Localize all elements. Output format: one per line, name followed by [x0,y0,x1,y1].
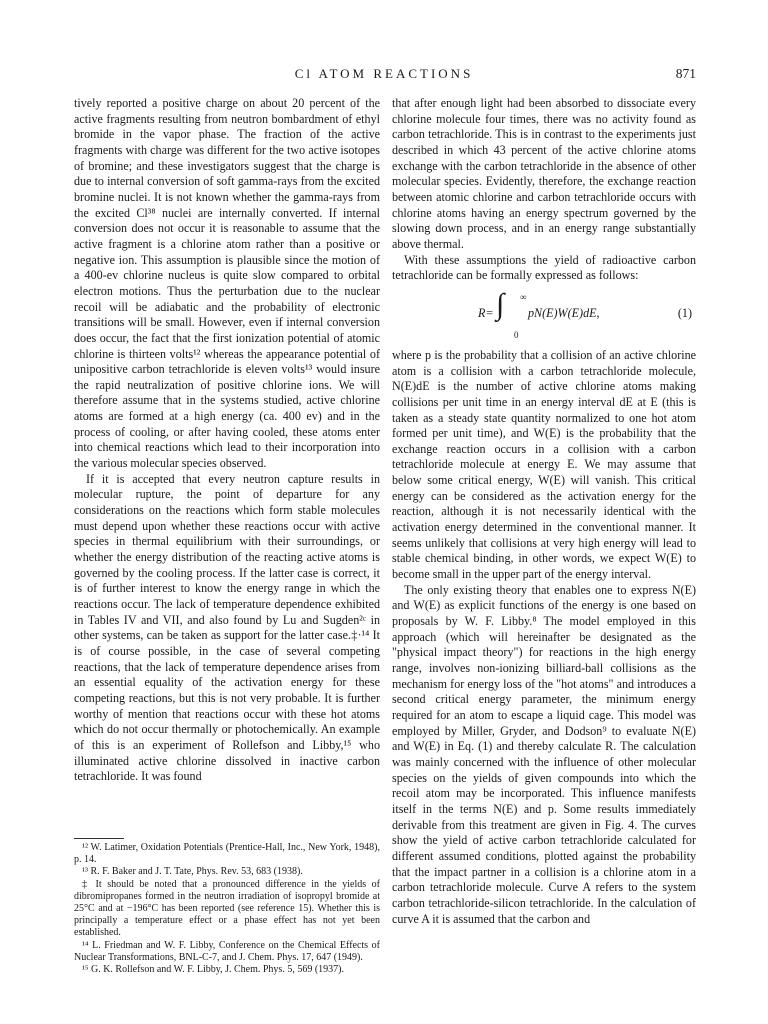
running-title: Cl ATOM REACTIONS [294,66,474,81]
footnote-14: ¹⁴ L. Friedman and W. F. Libby, Conference on the Chemical Effects of Nuclear Transformations, BNL-C-7, and J. Chem. Phys. 17, 647 (1949). [74,939,380,963]
integral-lower-limit: 0 [514,329,519,340]
footnotes [74,842,380,976]
page-header [0,66,768,86]
left-paragraph-1: tively reported a positive charge on about 20 percent of the active fragments resulting from neutron bombardment of ethyl bromide in the vapor phase. The fraction of the active fragments with charge was different for the two active isotopes of bromine; and these investigators suggest that the charge is due to internal conversion of soft gamma-rays from the excited bromine nuclei. It is not known whether the gamma-rays from the excited Cl³⁸ nuclei are internally converted. If internal conversion does not occur it is reasonable to assume that the active fragment is a chlorine atom rather than a positive or negative ion. This assumption is plausible since the motion of a 400-ev chlorine nucleus is quite slow compared to orbital electron motions. Thus the perturbation due to the nuclear recoil will be adiabatic and the probability of electronic transitions will be small. However, even if internal conversion does occur, the fact that the first ionization potential of atomic chlorine is thirteen volts¹² whereas the appearance potential of unipositive carbon tetrachloride is eleven volts¹³ would insure the rapid neutralization of positive chlorine ions. We will therefore assume that in the systems studied, active chlorine atoms are formed at a high energy (ca. 400 ev) and in the process of cooling, or after having cooled, these atoms enter into chemical reactions which lead to their incorporation into the various molecular species observed. [74,96,380,471]
equation-lhs: R= [478,305,494,320]
right-paragraph-4: The only existing theory that enables one to express N(E) and W(E) as explicit functions of the energy is one based on proposals by W. F. Libby.⁸ The model employed in this approach (which will hereinafter be designated as the "physical impact theory") for reactions in the high energy range, involves non-ionizing billiard-ball collisions as the mechanism for energy loss of the "hot atoms" and introduces a second critical energy parameter, the minimum energy required for an atom to escape a liquid cage. This model was employed by Miller, Gryder, and Dodson⁹ to evaluate N(E) and W(E) in Eq. (1) and thereby calculate R. The calculation was mainly concerned with the influence of other molecular species on the yields of given compounds into which the recoil atom may be incorporated. This influence manifests itself in the terms N(E) and p. Some results immediately derivable from this treatment are given in Fig. 4. The curves show the yield of active carbon tetrachloride calculated for different assumed conditions, plotted against the probability that the impact partner in a collision is a chlorine atom in a carbon tetrachloride molecule. Curve A refers to the system carbon tetrachloride-silicon tetrachloride. In the calculation of curve A it is assumed that the carbon and [392,582,696,926]
left-paragraph-2: If it is accepted that every neutron capture results in molecular rupture, the point of departure for any considerations on the reactions which form stable molecules must depend upon whether these reactions occur with active species in thermal equilibrium with their surroundings, or whether the energy distribution of the reacting active atoms is governed by the cooling process. If the latter case is correct, it is of further interest to know the energy range in which the reactions occur. The lack of temperature dependence exhibited in Tables IV and VII, and also found by Lu and Sugden²ᶜ in other systems, can be taken as support for the latter case.‡·¹⁴ It is of course possible, in the case of several competing reactions, that the lack of temperature dependence arises from an essential equality of the activation energy for these competing reactions, but this is not very probable. It is further worthy of mention that reactions occur with these hot atoms which do not occur thermally or photochemically. An example of this is an experiment of Rollefson and Libby,¹⁵ who illuminated active chlorine dissolved in inactive carbon tetrachloride. It was found [74,471,380,784]
footnote-rule [74,838,124,839]
footnote-dagger: ‡ It should be noted that a pronounced difference in the yields of dibromipropanes formed in the neutron irradiation of isopropyl bromide at 25°C and at −196°C has been reported (see reference 15). Whether this is principally a temperature effect or a phase effect has not yet been established. [74,878,380,939]
right-paragraph-3: where p is the probability that a collision of an active chlorine atom is a collision with a carbon tetrachloride molecule, N(E)dE is the number of active chlorine atoms making collisions per unit time in an energy interval dE at E (this is taken as a steady state quantity normalized to one hot atom formed per unit time), and W(E) is the probability that the exchange reaction occurs in a collision with a carbon tetrachloride molecule at energy E. We may assume that below some critical energy, W(E) will vanish. This critical energy can be considered as the activation energy for the reaction, although it is not necessarily identical with the activation energy determined in the conventional manner. It seems unlikely that collisions at very high energy will lead to stable chemical binding, in other words, we expect W(E) to become small in the upper part of the energy interval. [392,347,696,582]
right-paragraph-2: With these assumptions the yield of radioactive carbon tetrachloride can be formally expressed as follows: [392,252,696,283]
right-paragraph-1: that after enough light had been absorbed to dissociate every chlorine molecule four times, there was no activity found as carbon tetrachloride. This is in contrast to the experiments just described in which 43 percent of the active chlorine atoms exchange with the carbon tetrachloride in the absence of other molecular species. Evidently, therefore, the exchange reaction between atomic chlorine and carbon tetrachloride occurs with chlorine atoms having an energy spectrum governed by the slowing down process, and in an energy range substantially above thermal. [392,96,696,251]
footnote-12: ¹² W. Latimer, Oxidation Potentials (Prentice-Hall, Inc., New York, 1948), p. 14. [74,842,380,866]
equation-1 [392,284,696,348]
integral-upper-limit: ∞ [520,291,527,302]
equation-integrand: pN(E)W(E)dE, [528,305,600,320]
footnote-13: ¹³ R. F. Baker and J. T. Tate, Phys. Rev. 53, 683 (1938). [82,866,303,878]
footnote-15: ¹⁵ G. K. Rollefson and W. F. Libby, J. Chem. Phys. 5, 569 (1937). [82,964,344,976]
left-column [74,96,380,785]
right-column [392,96,696,927]
equation-number: (1) [677,305,692,320]
integral-symbol: ∫ [496,287,505,321]
page-number: 871 [675,66,696,81]
